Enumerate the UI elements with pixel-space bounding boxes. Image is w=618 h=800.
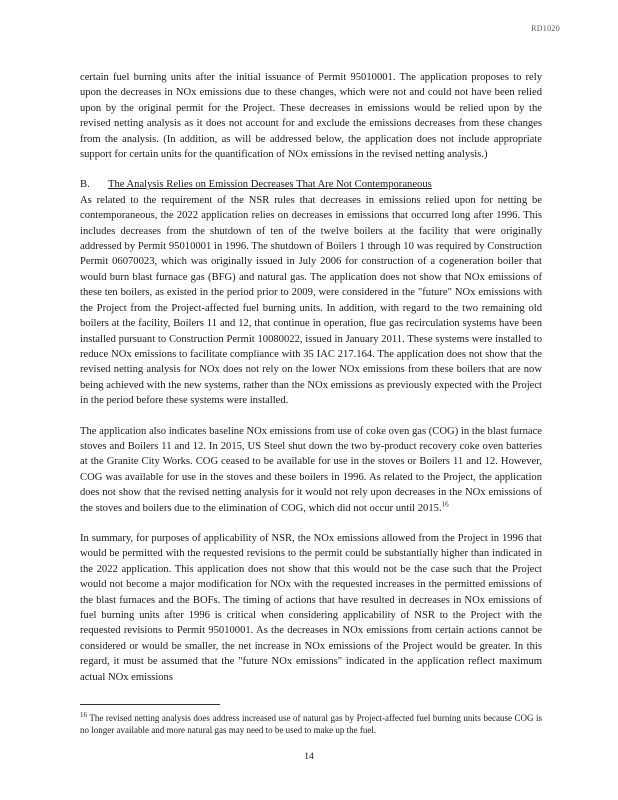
paragraph-4: In summary, for purposes of applicability of NSR, the NOx emissions allowed from the Project in 1996 that would be permitted with the requested revisions to the permit could be substantially higher than indicated in the 2022 application. This application does not show that this would not be the case such that the Project would not become a major modification for NOx with the requested increases in the permitted emissions of the blast furnaces and the BOFs. The timing of actions that have resulted in decreases in NOx emissions of fuel burning units after 1996 is critical when considering applicability of NSR to the Project with the requested revisions to Permit 95010001. As the decreases in NOx emissions from certain actions cannot be considered or would be smaller, the net increase in NOx emissions of the Project would be greater. In this regard, it must be assumed that the "future NOx emissions" indicated in the application reflect maximum actual NOx emissions [80, 532, 542, 683]
section-number: B. [80, 179, 90, 191]
footnote-reference: 16 [441, 500, 449, 509]
footnote-divider [80, 704, 220, 705]
page-number: 14 [304, 752, 314, 762]
paragraph-3-text: The application also indicates baseline NOx emissions from use of coke oven gas (COG) in the blast furnace stoves and Boilers 11 and 12. In 2015, US Steel shut down the two by-product recovery coke oven batteries at the Granite City Works. COG ceased to be available for use in the stoves or Boilers 11 and 12. However, COG was available for use in the stoves and these boilers in 1996. As related to the Project, the application does not show that the revised netting analysis for it would not rely upon decreases in the NOx emissions of the stoves and boilers due to the elimination of COG, which did not occur until 2015. [80, 425, 542, 514]
paragraph-1: certain fuel burning units after the initial issuance of Permit 95010001. The application proposes to rely upon the decreases in NOx emissions due to these changes, which were not and could not have been relied upon by the original permit for the Project. These decreases in emissions would be relied upon by the revised netting analysis as it does not account for and exclude the emissions decreases from these changes from the analysis. (In addition, as will be addressed below, the application does not include appropriate support for certain units for the quantification of NOx emissions in the revised netting analysis.) [80, 72, 542, 161]
section-heading-b [80, 177, 542, 192]
paragraph-3 [80, 424, 542, 516]
footnote-marker: 16 [80, 711, 87, 719]
paragraph-2: As related to the requirement of the NSR rules that decreases in emissions relied upon for netting be contemporaneous, the 2022 application relies on decreases in emissions that occurred long after 1996. This includes decreases from the shutdown of ten of the twelve boilers at the facility that were originally addressed by Permit 95010001 in 1996. The shutdown of Boilers 1 through 10 was required by Construction Permit 06070023, which was originally issued in July 2006 for construction of a cogeneration boiler that would burn blast furnace gas (BFG) and natural gas. The application does not show that NOx emissions of these ten boilers, as existed in the period prior to 2009, were considered in the "future" NOx emissions with the Project from the Project-affected fuel burning units. In addition, with regard to the two remaining old boilers at the facility, Boilers 11 and 12, that continue in operation, flue gas recirculation systems have been installed pursuant to Construction Permit 10080022, issued in January 2011. These systems were installed to reduce NOx emissions to facilitate compliance with 35 IAC 217.164. The application does not show that the revised netting analysis for NOx does not rely on the lower NOx emissions from these boilers that are now being achieved with the new systems, rather than the NOx emissions as previously expected with the Project in the period before these systems were installed. [80, 194, 542, 407]
body-text [80, 70, 542, 700]
footnote [80, 712, 542, 736]
footnote-text: The revised netting analysis does address increased use of natural gas by Project-affected fuel burning units because COG is no longer available and more natural gas may need to be used to make up the fuel. [80, 713, 542, 735]
section-title: The Analysis Relies on Emission Decreases That Are Not Contemporaneous [108, 179, 432, 191]
document-id: RD1020 [531, 24, 560, 33]
